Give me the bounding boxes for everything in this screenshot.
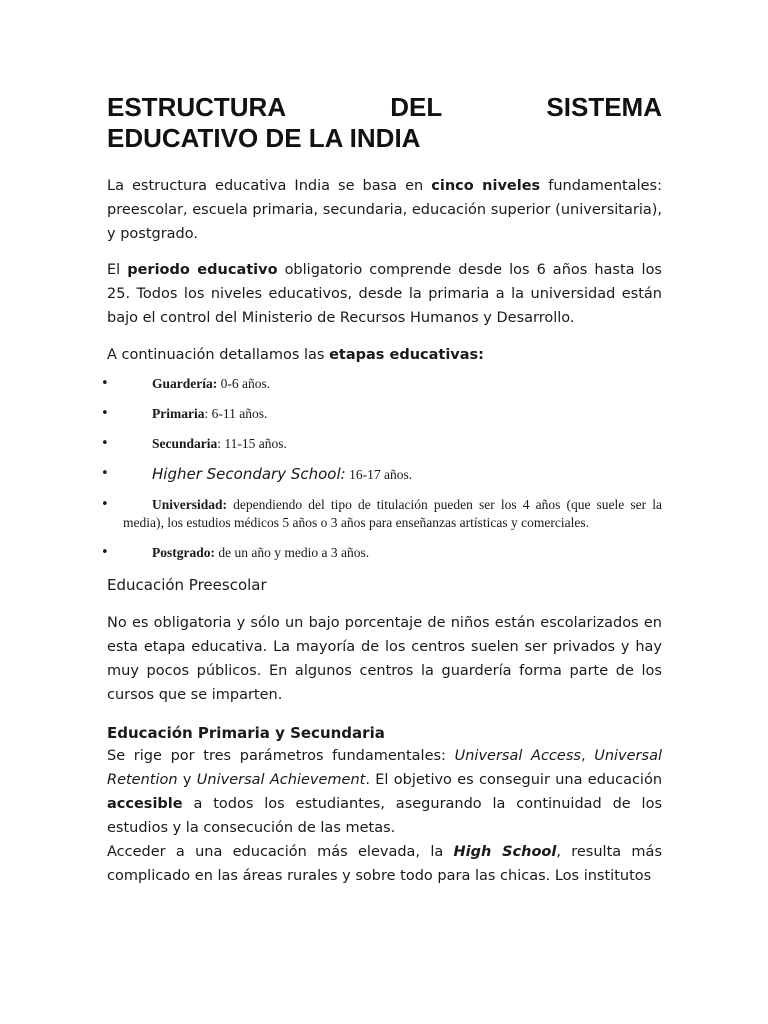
stage-label: Secundaria	[152, 436, 218, 451]
document-content	[101, 92, 663, 888]
stage-text: 0-6 años.	[220, 376, 271, 391]
list-item-postgrado	[101, 544, 662, 562]
primaria-text: Se rige por tres parámetros fundamentales:	[107, 748, 446, 764]
stage-text: 16-17 años.	[349, 467, 413, 482]
stages-intro	[107, 343, 662, 367]
primaria-bold-italic: High School	[453, 844, 557, 860]
title-word: DEL	[390, 92, 443, 122]
primaria-italic: Universal Retention	[107, 748, 662, 788]
intro-emphasis: cinco niveles	[431, 178, 541, 194]
primaria-separator: y	[182, 772, 192, 788]
stages-intro-text: A continuación detallamos las	[107, 347, 325, 363]
stage-label: Postgrado:	[152, 545, 215, 560]
list-item-primaria	[101, 405, 662, 423]
title-word: ESTRUCTURA	[107, 92, 287, 122]
bullet-icon: •	[101, 545, 109, 560]
period-text-rest: obligatorio comprende desde los 6 años hasta los 25. Todos los niveles educativos, desde la primaria a la universidad están bajo el control del Ministerio de Recursos Humanos y Desarrollo.	[107, 262, 662, 326]
section-heading-primaria: Educación Primaria y Secundaria	[107, 724, 385, 742]
primaria-text: Acceder a una educación más elevada, la	[107, 844, 444, 860]
stage-label: Higher Secondary School:	[152, 465, 346, 483]
intro-text: La estructura educativa India se basa en	[107, 178, 424, 194]
bullet-icon: •	[101, 406, 109, 421]
intro-text-rest: fundamentales: preescolar, escuela primaria, secundaria, educación superior (universitaria), y postgrado.	[107, 178, 662, 242]
section-heading-preescolar: Educación Preescolar	[107, 576, 267, 594]
stage-text: : 6-11 años.	[204, 406, 268, 421]
document-title	[107, 92, 662, 154]
stage-text: : 11-15 años.	[217, 436, 287, 451]
stage-label: Primaria	[152, 406, 205, 421]
title-line-1	[107, 92, 662, 123]
intro-paragraph	[107, 174, 662, 246]
stages-list	[101, 375, 663, 562]
list-item-guarderia	[101, 375, 662, 393]
stages-intro-emphasis: etapas educativas:	[329, 347, 484, 363]
bullet-icon: •	[101, 376, 109, 391]
bullet-icon: •	[101, 466, 109, 481]
period-emphasis: periodo educativo	[127, 262, 278, 278]
preescolar-paragraph: No es obligatoria y sólo un bajo porcentaje de niños están escolarizados en esta etapa educativa. La mayoría de los centros suelen ser privados y hay muy pocos públicos. En algunos centros la guardería forma parte de los cursos que se imparten.	[107, 615, 662, 703]
primaria-paragraph-2	[107, 840, 662, 888]
list-item-universidad	[101, 496, 663, 532]
primaria-text: , resulta más complicado en las áreas rurales y sobre todo para las chicas. Los institutos	[107, 844, 662, 884]
primaria-separator: ,	[580, 748, 586, 764]
stage-label: Guardería:	[152, 376, 218, 391]
title-line-2: EDUCATIVO DE LA INDIA	[107, 123, 421, 153]
stage-text: dependiendo del tipo de titulación pueden ser los 4 años (que suele ser la media), los estudios médicos 5 años o 3 años para enseñanzas artísticas y comerciales.	[123, 497, 663, 530]
primaria-emphasis: accesible	[107, 796, 183, 812]
primaria-italic: Universal Achievement	[196, 772, 366, 788]
primaria-text: a todos los estudiantes, asegurando la continuidad de los estudios y la consecución de las metas.	[107, 796, 663, 836]
primaria-text: . El objetivo es conseguir una educación	[365, 772, 663, 788]
bullet-icon: •	[101, 436, 109, 451]
list-item-secundaria	[101, 435, 662, 453]
list-item-higher-secondary	[101, 465, 662, 484]
primaria-paragraph-1	[107, 744, 662, 840]
primaria-italic: Universal Access	[454, 748, 581, 764]
bullet-icon: •	[101, 497, 109, 512]
period-text: El	[107, 262, 121, 278]
stage-label: Universidad:	[152, 497, 228, 512]
stage-text: de un año y medio a 3 años.	[218, 545, 370, 560]
title-word: SISTEMA	[546, 92, 662, 122]
period-paragraph	[107, 258, 662, 330]
